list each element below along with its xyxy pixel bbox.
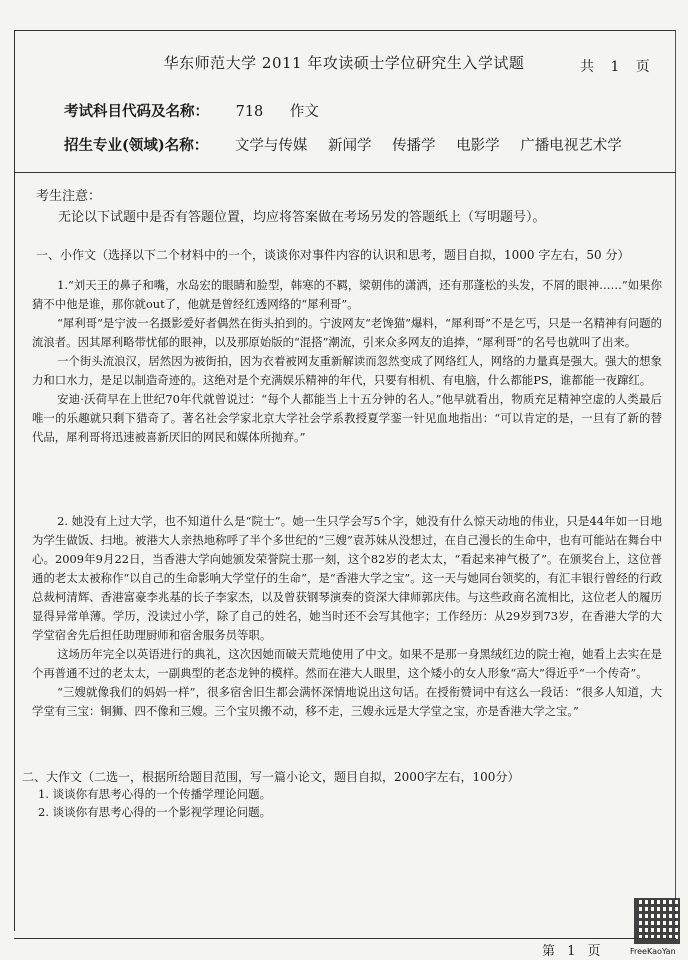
- major-row: [64, 134, 638, 155]
- major-label: 招生专业(领域)名称：: [64, 137, 209, 154]
- page-count: 共 1 页: [580, 59, 656, 75]
- material1-paragraph: 1.“刘天王的鼻子和嘴，水岛宏的眼睛和脸型，韩寒的不羁，梁朝伟的潇洒，还有那蓬松的头发，不屑的眼神……”如果你猜不中他是谁，那你就out了，他就是曾经红透网络的“犀利哥”。: [32, 278, 662, 311]
- notice-title: 考生注意：: [36, 189, 102, 204]
- major-item: 传播学: [392, 138, 436, 154]
- material1-paragraph: 安迪·沃荷早在上世纪70年代就曾说过：“每个人都能当上十五分钟的名人。”他早就看出，物质充足精神空虚的人类最后唯一的乐趣就只剩下猎奇了。著名社会学家北京大学社会学系教授夏学銮一针见血地指出：“可以肯定的是，一旦有了新的替代品，犀利哥将迅速被喜新厌旧的网民和媒体所抛弃。”: [32, 392, 662, 444]
- subject-name: 作文: [289, 104, 319, 120]
- material2-paragraph: 2. 她没有上过大学，也不知道什么是“院士”。她一生只学会写5个字，她没有什么惊天动地的伟业，只是44年如一日地为学生做饭、扫地。被港大人亲热地称呼了半个多世纪的“三嫂”袁苏妹从没想过，在自己漫长的生命中，也有可能站在舞台中心。2009年9月22日，当香港大学向她颁发荣誉院士那一刻，这个82岁的老太太，“看起来神气极了”。在颁奖台上，这位普通的老太太被称作“以自己的生命影响大学堂仔的生命”，是“香港大学之宝”。这一天与她同台领奖的，有汇丰银行曾经的行政总裁柯清辉、香港富豪李兆基的长子李家杰，以及曾获钢琴演奏的资深大律师郭庆伟。与这些政商名流相比，这位老人的履历显得异常单薄。学历，没读过小学，除了自己的姓名，她当时还不会写其他字；工作经历：从29岁到73岁，在香港大学的大学堂宿舍先后担任助理厨师和宿舍服务员等职。: [32, 514, 662, 642]
- material1-paragraph: 一个街头流浪汉，居然因为被街拍，因为衣着被网友重新解读而忽然变成了网络红人，网络的力量真是强大。强大的想象力和口水力，是足以制造奇迹的。这绝对是个充满娱乐精神的年代，只要有相机、有电脑，什么都能PS，谁都能一夜蹿红。: [32, 354, 662, 387]
- header-divider: [14, 172, 676, 173]
- major-item: 新闻学: [327, 138, 372, 154]
- section2-heading: 二、大作文（二选一，根据所给题目范围，写一篇小论文，题目自拟，2000字左右，100分）: [22, 770, 520, 784]
- major-item: 电影学: [456, 138, 500, 154]
- material1-paragraph: “犀利哥”是宁波一名摄影爱好者偶然在街头拍到的。宁波网友“老馋猫”爆料，“犀利哥”不是乞丐，只是一名精神有问题的流浪者。因其犀利略带忧郁的眼神，以及那原始版的“混搭”潮流，引来众多网友的追捧，“犀利哥”的名号也就叫了出来。: [32, 316, 662, 349]
- subject-label: 考试科目代码及名称：: [64, 103, 209, 120]
- major-item: 广播电视艺术学: [520, 138, 622, 154]
- major-item: 文学与传媒: [234, 138, 308, 154]
- watermark-text: FreeKaoYan: [630, 947, 676, 956]
- subject-row: [64, 100, 319, 121]
- subject-code: 718: [235, 104, 264, 120]
- exam-title: 华东师范大学 2011 年攻读硕士学位研究生入学试题: [163, 54, 525, 72]
- section2-item: 1. 谈谈你有思考心得的一个传播学理论问题。: [38, 787, 272, 801]
- material2: [32, 512, 662, 721]
- material2-paragraph: 这场历年完全以英语进行的典礼，这次因她而破天荒地使用了中文。如果不是那一身黑绒红边的院士袍，她看上去实在是个再普通不过的老太太，一副典型的老态龙钟的模样。然而在港大人眼里，这个矮小的女人形象“高大”得近乎“一个传奇”。: [32, 647, 662, 680]
- section2-item: 2. 谈谈你有思考心得的一个影视学理论问题。: [38, 805, 272, 819]
- material2-paragraph: “三嫂就像我们的妈妈一样”，很多宿舍旧生都会满怀深情地说出这句话。在授衔赞词中有这么一段话：“很多人知道，大学堂有三宝：铜狮、四不像和三嫂。三个宝贝搬不动，移不走，三嫂永远是大学堂之宝，亦是香港大学之宝。”: [32, 685, 662, 718]
- section1-heading: 一、小作文（选择以下二个材料中的一个，谈谈你对事件内容的认识和思考，题目自拟，1000 字左右，50 分）: [36, 248, 630, 262]
- footer-divider: [14, 938, 676, 939]
- material1: [32, 276, 662, 447]
- page-number: 第 1 页: [542, 944, 605, 959]
- major-list: [235, 138, 638, 154]
- notice-body: 无论以下试题中是否有答题位置，均应将答案做在考场另发的答题纸上（写明题号）。: [58, 210, 546, 225]
